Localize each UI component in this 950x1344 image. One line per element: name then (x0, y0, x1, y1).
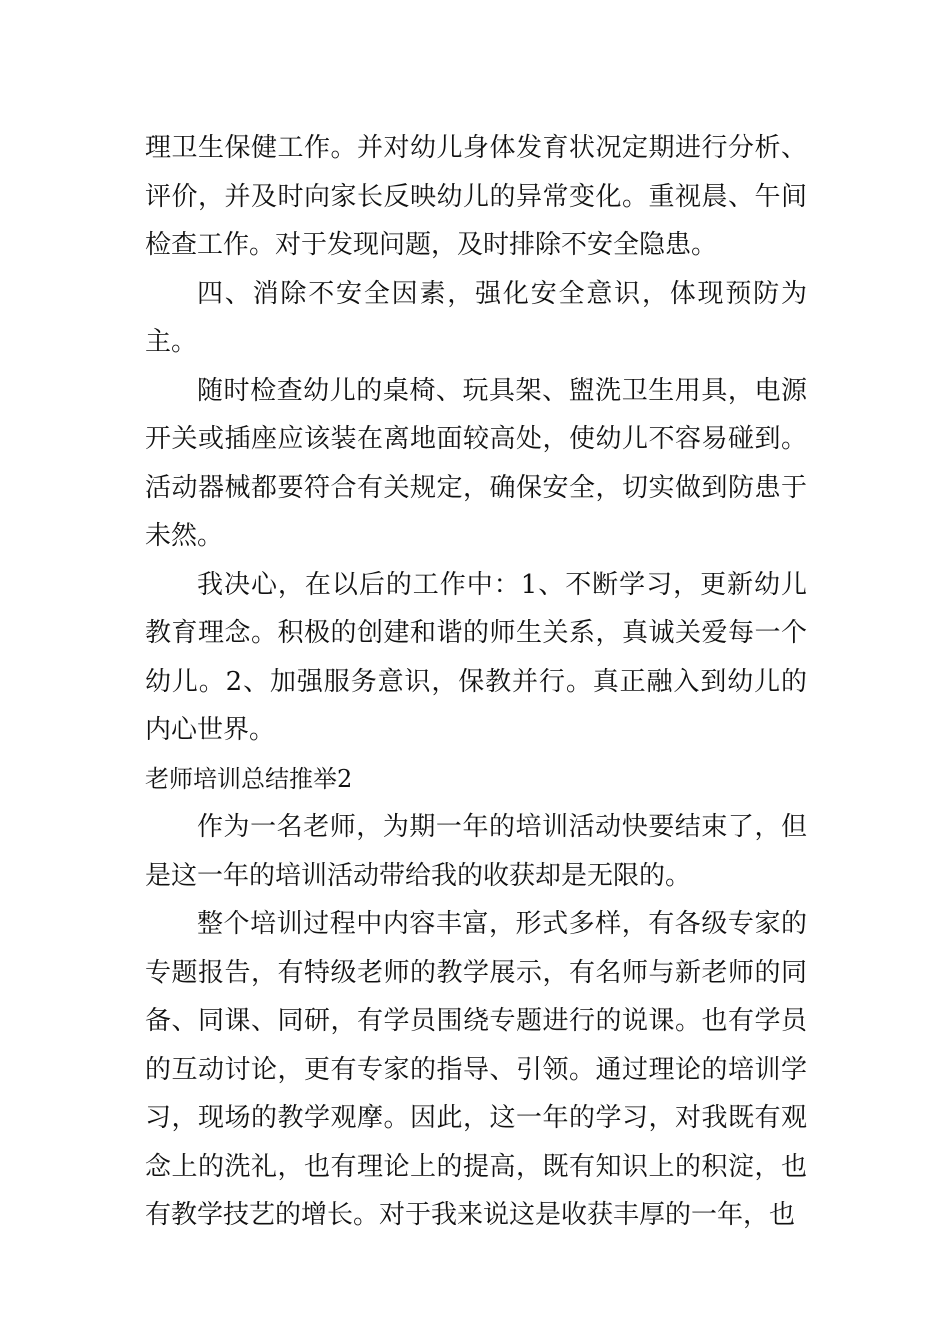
paragraph-resolution: 我决心，在以后的工作中：1、不断学习，更新幼儿教育理念。积极的创建和谐的师生关系，真诚关爱每一个幼儿。2、加强服务意识，保教并行。真正融入到幼儿的内心世界。 (145, 569, 807, 745)
paragraph-health-work: 理卫生保健工作。并对幼儿身体发育状况定期进行分析、评价，并及时向家长反映幼儿的异常变化。重视晨、午间检查工作。对于发现问题，及时排除不安全隐患。 (145, 133, 807, 260)
paragraph-safety-heading: 四、消除不安全因素，强化安全意识，体现预防为主。 (145, 278, 807, 357)
document-body (145, 124, 807, 1240)
paragraph-training-content: 整个培训过程中内容丰富，形式多样，有各级专家的专题报告，有特级老师的教学展示，有名师与新老师的同备、同课、同研，有学员围绕专题进行的说课。也有学员的互动讨论，更有专家的指导、引领。通过理论的培训学习，现场的教学观摩。因此，这一年的学习，对我既有观念上的洗礼，也有理论上的提高，既有知识上的积淀，也有教学技艺的增长。对于我来说这是收获丰厚的一年，也 (145, 909, 807, 1230)
paragraph-training-intro: 作为一名老师，为期一年的培训活动快要结束了，但是这一年的培训活动带给我的收获却是无限的。 (145, 812, 807, 891)
paragraph-safety-check: 随时检查幼儿的桌椅、玩具架、盥洗卫生用具，电源开关或插座应该装在离地面较高处，使幼儿不容易碰到。活动器械都要符合有关规定，确保安全，切实做到防患于未然。 (145, 375, 807, 551)
section-heading: 老师培训总结推举2 (145, 764, 353, 793)
